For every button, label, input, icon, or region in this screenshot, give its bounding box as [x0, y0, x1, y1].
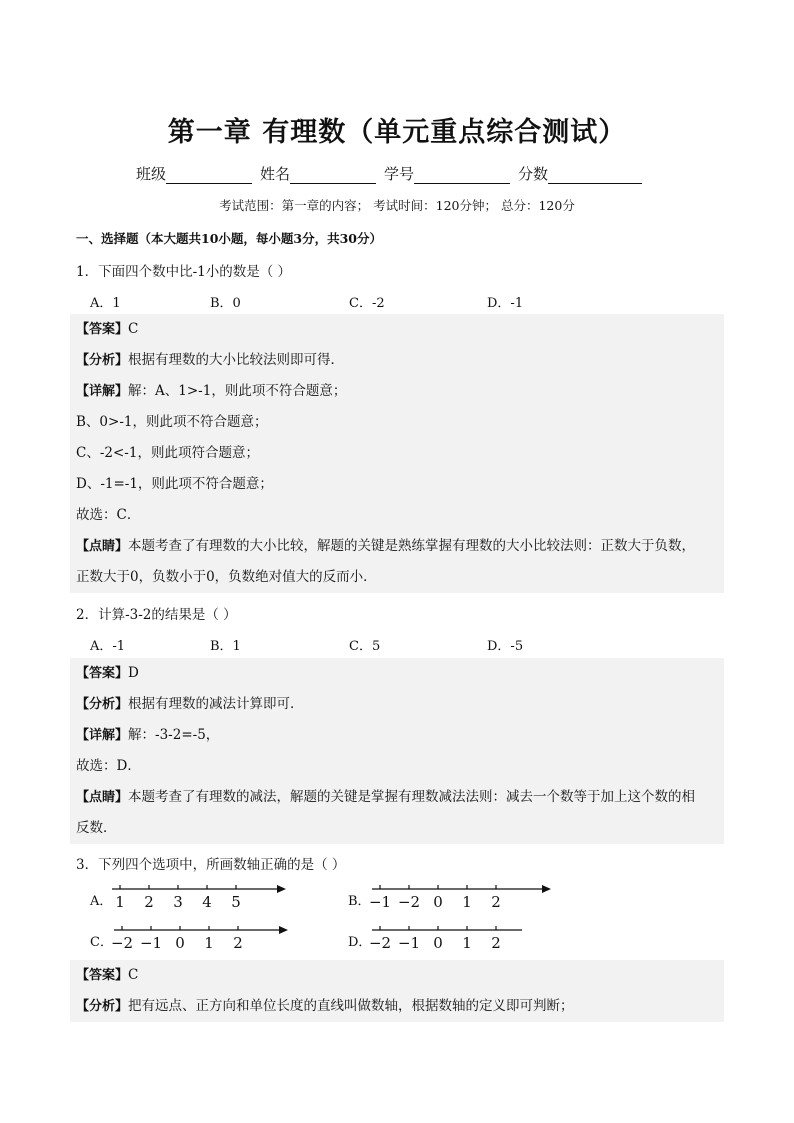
- answer-line: 【答案】C: [76, 321, 139, 337]
- analysis-line: 【分析】根据有理数的减法计算即可．: [76, 696, 304, 712]
- comment-line: 【点睛】本题考查了有理数的大小比较，解题的关键是熟练掌握有理数的大小比较法则：正数大于负数，: [76, 538, 696, 554]
- analysis-line: 【分析】根据有理数的大小比较法则即可得．: [76, 352, 345, 368]
- analysis-line: 【分析】把有远点、正方向和单位长度的直线叫做数轴，根据数轴的定义即可判断；: [76, 998, 574, 1014]
- student-id-label: 学号: [384, 165, 415, 183]
- detail-line: 【详解】解：A、1>-1，则此项不符合题意；: [76, 383, 347, 399]
- numberline-tick-label: 2: [144, 893, 154, 911]
- comment-line: 反数．: [76, 820, 117, 836]
- numberline-b-graphic: [368, 883, 552, 915]
- comment-line: 【点睛】本题考查了有理数的减法，解题的关键是掌握有理数减法法则：减去一个数等于加上这个数的相: [76, 789, 696, 805]
- numberline-tick-label: −1: [397, 934, 421, 952]
- detail-line: 故选：C．: [76, 507, 141, 523]
- detail-line: 【详解】解：-3-2=-5，: [76, 727, 220, 743]
- score-label: 分数: [518, 165, 549, 183]
- question-1-answer-box: [70, 314, 724, 593]
- numberline-tick-label: 2: [491, 934, 501, 952]
- name-blank: [290, 167, 376, 184]
- detail-line: D、-1=-1，则此项不符合题意；: [76, 476, 273, 492]
- option-a: A．1: [90, 296, 121, 311]
- score-field: [518, 163, 650, 184]
- numberline-tick-label: 2: [491, 893, 501, 911]
- numberline-letter: D．: [348, 935, 372, 950]
- student-fields: [136, 163, 650, 184]
- numberline-arrow-icon: [277, 885, 286, 893]
- name-label: 姓名: [260, 165, 291, 183]
- numberline-tick-label: 1: [204, 934, 214, 952]
- option-d: D．-1: [487, 296, 524, 311]
- section-heading: 一、选择题（本大题共10小题，每小题3分，共30分）: [76, 231, 382, 246]
- numberline-tick-label: 0: [433, 934, 443, 952]
- question-3-answer-box: [70, 960, 724, 1022]
- numberline-letter: A．: [90, 894, 113, 909]
- detail-line: C、-2<-1，则此项符合题意；: [76, 445, 259, 461]
- answer-line: 【答案】D: [76, 665, 139, 681]
- name-field: [260, 163, 384, 184]
- numberline-tick-label: −1: [139, 934, 163, 952]
- option-b: B．1: [210, 639, 241, 654]
- class-field: [136, 163, 260, 184]
- numberline-tick-label: 5: [231, 893, 241, 911]
- option-c: C．5: [349, 639, 381, 654]
- numberline-tick-label: −1: [368, 893, 392, 911]
- numberline-tick-label: 1: [115, 893, 125, 911]
- numberline-letter: B．: [348, 894, 371, 909]
- comment-line: 正数大于0，负数小于0，负数绝对值大的反而小．: [76, 569, 377, 585]
- question-2-stem: 2．计算-3-2的结果是（ ）: [76, 607, 237, 623]
- numberline-d-graphic: [368, 924, 552, 956]
- question-2-answer-box: [70, 658, 724, 844]
- option-c: C．-2: [349, 296, 385, 311]
- numberline-a-graphic: [112, 883, 287, 915]
- numberline-c-graphic: [110, 924, 289, 956]
- page-title: 第一章 有理数（单元重点综合测试）: [167, 117, 627, 148]
- numberline-tick-label: −2: [110, 934, 134, 952]
- student-id-blank: [414, 167, 510, 184]
- numberline-tick-label: −2: [368, 934, 392, 952]
- score-blank: [548, 167, 642, 184]
- numberline-tick-label: 2: [233, 934, 243, 952]
- numberline-tick-label: 0: [175, 934, 185, 952]
- question-3-stem: 3．下列四个选项中，所画数轴正确的是（ ）: [76, 857, 346, 873]
- numberline-tick-label: 1: [462, 934, 472, 952]
- detail-line: 故选：D．: [76, 758, 141, 774]
- class-label: 班级: [136, 165, 167, 183]
- class-blank: [166, 167, 252, 184]
- option-b: B．0: [210, 296, 241, 311]
- option-d: D．-5: [487, 639, 524, 654]
- numberline-tick-label: −2: [397, 893, 421, 911]
- numberline-tick-label: 4: [202, 893, 212, 911]
- answer-line: 【答案】C: [76, 967, 139, 983]
- numberline-tick-label: 0: [433, 893, 443, 911]
- student-id-field: [384, 163, 518, 184]
- numberline-tick-label: 1: [462, 893, 472, 911]
- numberline-tick-label: 3: [173, 893, 183, 911]
- detail-line: B、0>-1，则此项不符合题意；: [76, 414, 268, 430]
- numberline-arrow-icon: [542, 885, 551, 893]
- numberline-letter: C．: [90, 935, 113, 950]
- option-a: A．-1: [90, 639, 126, 654]
- exam-info: 考试范围：第一章的内容； 考试时间：120分钟； 总分：120分: [219, 198, 575, 213]
- numberline-arrow-icon: [279, 926, 288, 934]
- question-1-stem: 1．下面四个数中比-1小的数是（ ）: [76, 264, 292, 280]
